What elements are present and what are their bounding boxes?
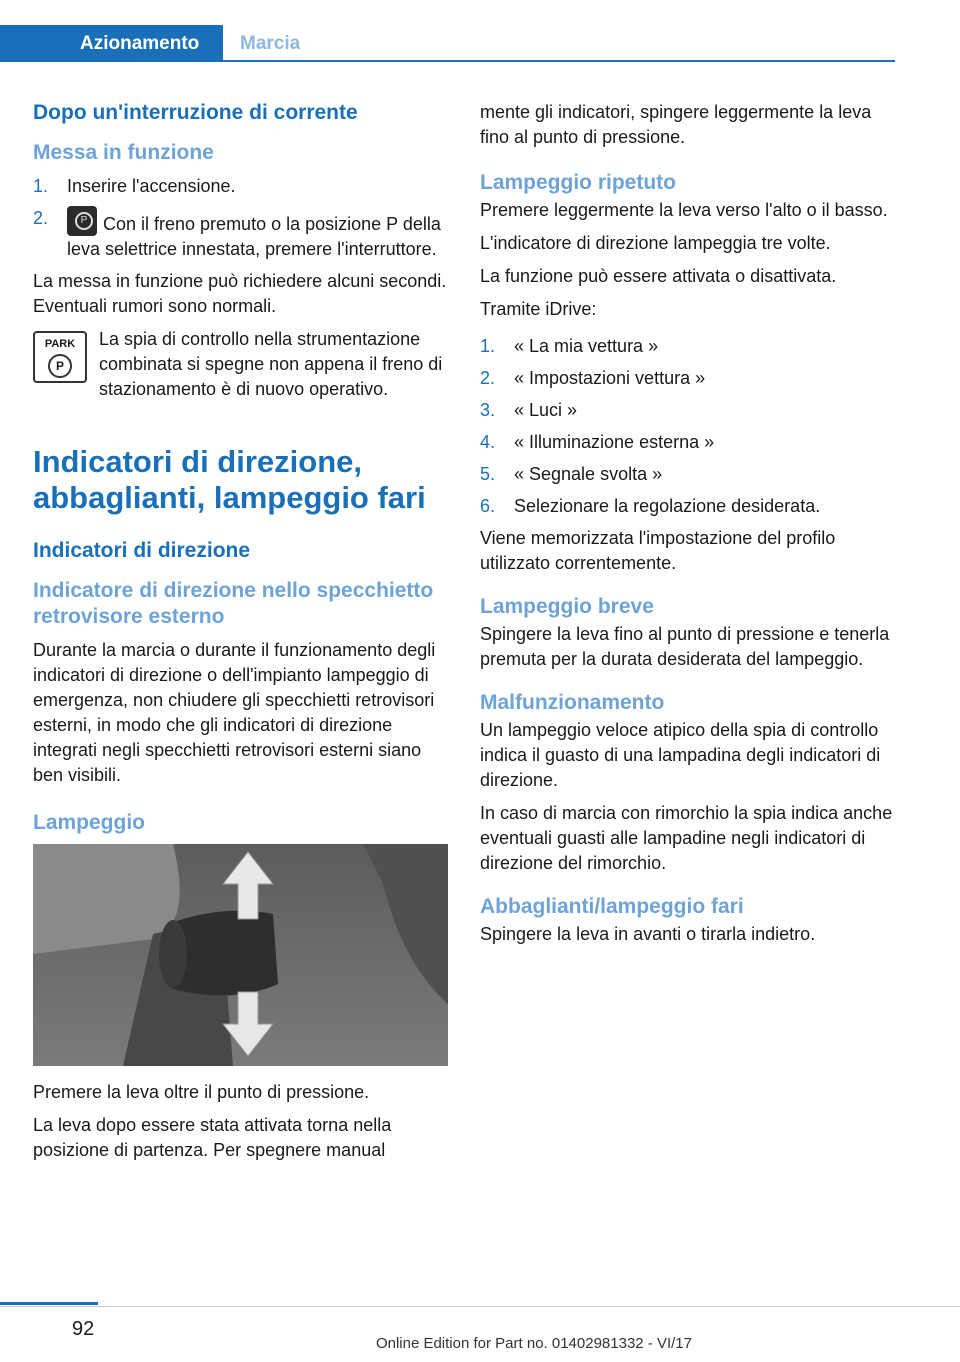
tab-marcia[interactable]: Marcia: [240, 33, 301, 54]
repeat-paragraph-2: L'indicatore di direzione lampeggia tre volte.: [480, 233, 831, 253]
heading-malfunction: Malfunzionamento: [480, 691, 665, 714]
edition-note: Online Edition for Part no. 01402981332 - VI/17: [375, 1335, 692, 1352]
park-label: PARK: [44, 338, 76, 350]
lever-illustration: [33, 844, 448, 1066]
saved-paragraph: Viene memorizzata l'impostazione del profilo utilizzato correntemente.: [480, 528, 836, 573]
step-number: 2.: [480, 368, 496, 388]
header-rule: [0, 60, 895, 62]
heading-indicators: Indicatori di direzione: [33, 539, 251, 562]
park-note: [33, 327, 448, 410]
step-text: Selezionare la regolazione desiderata.: [514, 496, 821, 516]
park-note-text: La spia di controllo nella strumentazione combinata si spegne non appena il freno di stazionamento è di nuovo operativo.: [99, 329, 443, 399]
malfunction-paragraph-2: In caso di marcia con rimorchio la spia indica anche eventuali guasti alle lampadine negli indicatori di direzione del rimorchio.: [480, 803, 893, 873]
list-item: [480, 430, 895, 455]
heading-brief-blink: Lampeggio breve: [480, 595, 654, 618]
step-number: 4.: [480, 432, 496, 452]
parking-brake-button-icon: [67, 206, 97, 236]
high-beam-paragraph: Spingere la leva in avanti o tirarla indietro.: [480, 924, 816, 944]
list-item: [480, 494, 895, 519]
step-number: 1.: [480, 336, 496, 356]
turn-signal-lever-image: [33, 844, 448, 1066]
repeat-paragraph-1: Premere leggermente la leva verso l'alto o il basso.: [480, 200, 888, 220]
press-paragraph: Premere la leva oltre il punto di pressione.: [33, 1082, 370, 1102]
heading-blinking: Lampeggio: [33, 811, 146, 834]
step-text: « Segnale svolta »: [514, 464, 663, 484]
left-column: [33, 100, 448, 1171]
list-item: [480, 398, 895, 423]
commissioning-paragraph: La messa in funzione può richiedere alcuni secondi. Eventuali rumori sono normali.: [33, 271, 447, 316]
list-item: [480, 334, 895, 359]
heading-power-interruption: Dopo un'interruzione di corrente: [33, 101, 358, 124]
park-p-symbol: P: [48, 354, 72, 378]
mirror-paragraph: Durante la marcia o durante il funzionamento degli indicatori di direzione o dell'impianto lampeggio di emergenza, non chiudere gli specchietti retrovisori esterni, in modo che gli indicatori di direzione integrati negli specchietti retrovisori esterni siano ben visibili.: [33, 640, 436, 785]
step-text: « Impostazioni vettura »: [514, 368, 706, 388]
step-text: Con il freno premuto o la posizione P della leva selettrice innestata, premere l'interruttore.: [67, 214, 441, 259]
right-column: [480, 100, 895, 955]
list-item: [33, 206, 448, 262]
list-item: [480, 462, 895, 487]
section-title: Indicatori di direzione, abbaglianti, lampeggio fari: [33, 444, 426, 515]
malfunction-paragraph-1: Un lampeggio veloce atipico della spia di controllo indica il guasto di una lampadina degli indicatori di direzione.: [480, 720, 881, 790]
step-number: 2.: [33, 208, 49, 228]
step-text: Inserire l'accensione.: [67, 176, 236, 196]
continuation-paragraph: mente gli indicatori, spingere leggermente la leva fino al punto di pressione.: [480, 102, 872, 147]
page-header: [0, 0, 960, 62]
heading-mirror-indicator: Indicatore di direzione nello specchietto retrovisore esterno: [33, 579, 434, 628]
step-number: 3.: [480, 400, 496, 420]
heading-repeat-blink: Lampeggio ripetuto: [480, 171, 676, 194]
step-text: « La mia vettura »: [514, 336, 659, 356]
brief-paragraph: Spingere la leva fino al punto di pressione e tenerla premuta per la durata desiderata del lampeggio.: [480, 624, 890, 669]
list-item: [480, 366, 895, 391]
step-number: 1.: [33, 176, 49, 196]
commissioning-steps: [33, 174, 448, 262]
tab-azionamento[interactable]: Azionamento: [0, 25, 223, 62]
page-number-bar: [0, 1302, 98, 1305]
park-indicator-icon: [33, 331, 87, 383]
repeat-paragraph-3: La funzione può essere attivata o disattivata.: [480, 266, 837, 286]
repeat-paragraph-4: Tramite iDrive:: [480, 299, 597, 319]
return-paragraph: La leva dopo essere stata attivata torna nella posizione di partenza. Per spegnere manual: [33, 1115, 392, 1160]
step-text: « Illuminazione esterna »: [514, 432, 715, 452]
page-number: 92: [72, 1318, 95, 1340]
step-number: 6.: [480, 496, 496, 516]
footer-rule: [0, 1306, 960, 1307]
heading-commissioning: Messa in funzione: [33, 141, 214, 164]
step-text: « Luci »: [514, 400, 578, 420]
heading-high-beam: Abbaglianti/lampeggio fari: [480, 895, 744, 918]
step-number: 5.: [480, 464, 496, 484]
list-item: [33, 174, 448, 199]
idrive-menu-steps: [480, 334, 895, 519]
